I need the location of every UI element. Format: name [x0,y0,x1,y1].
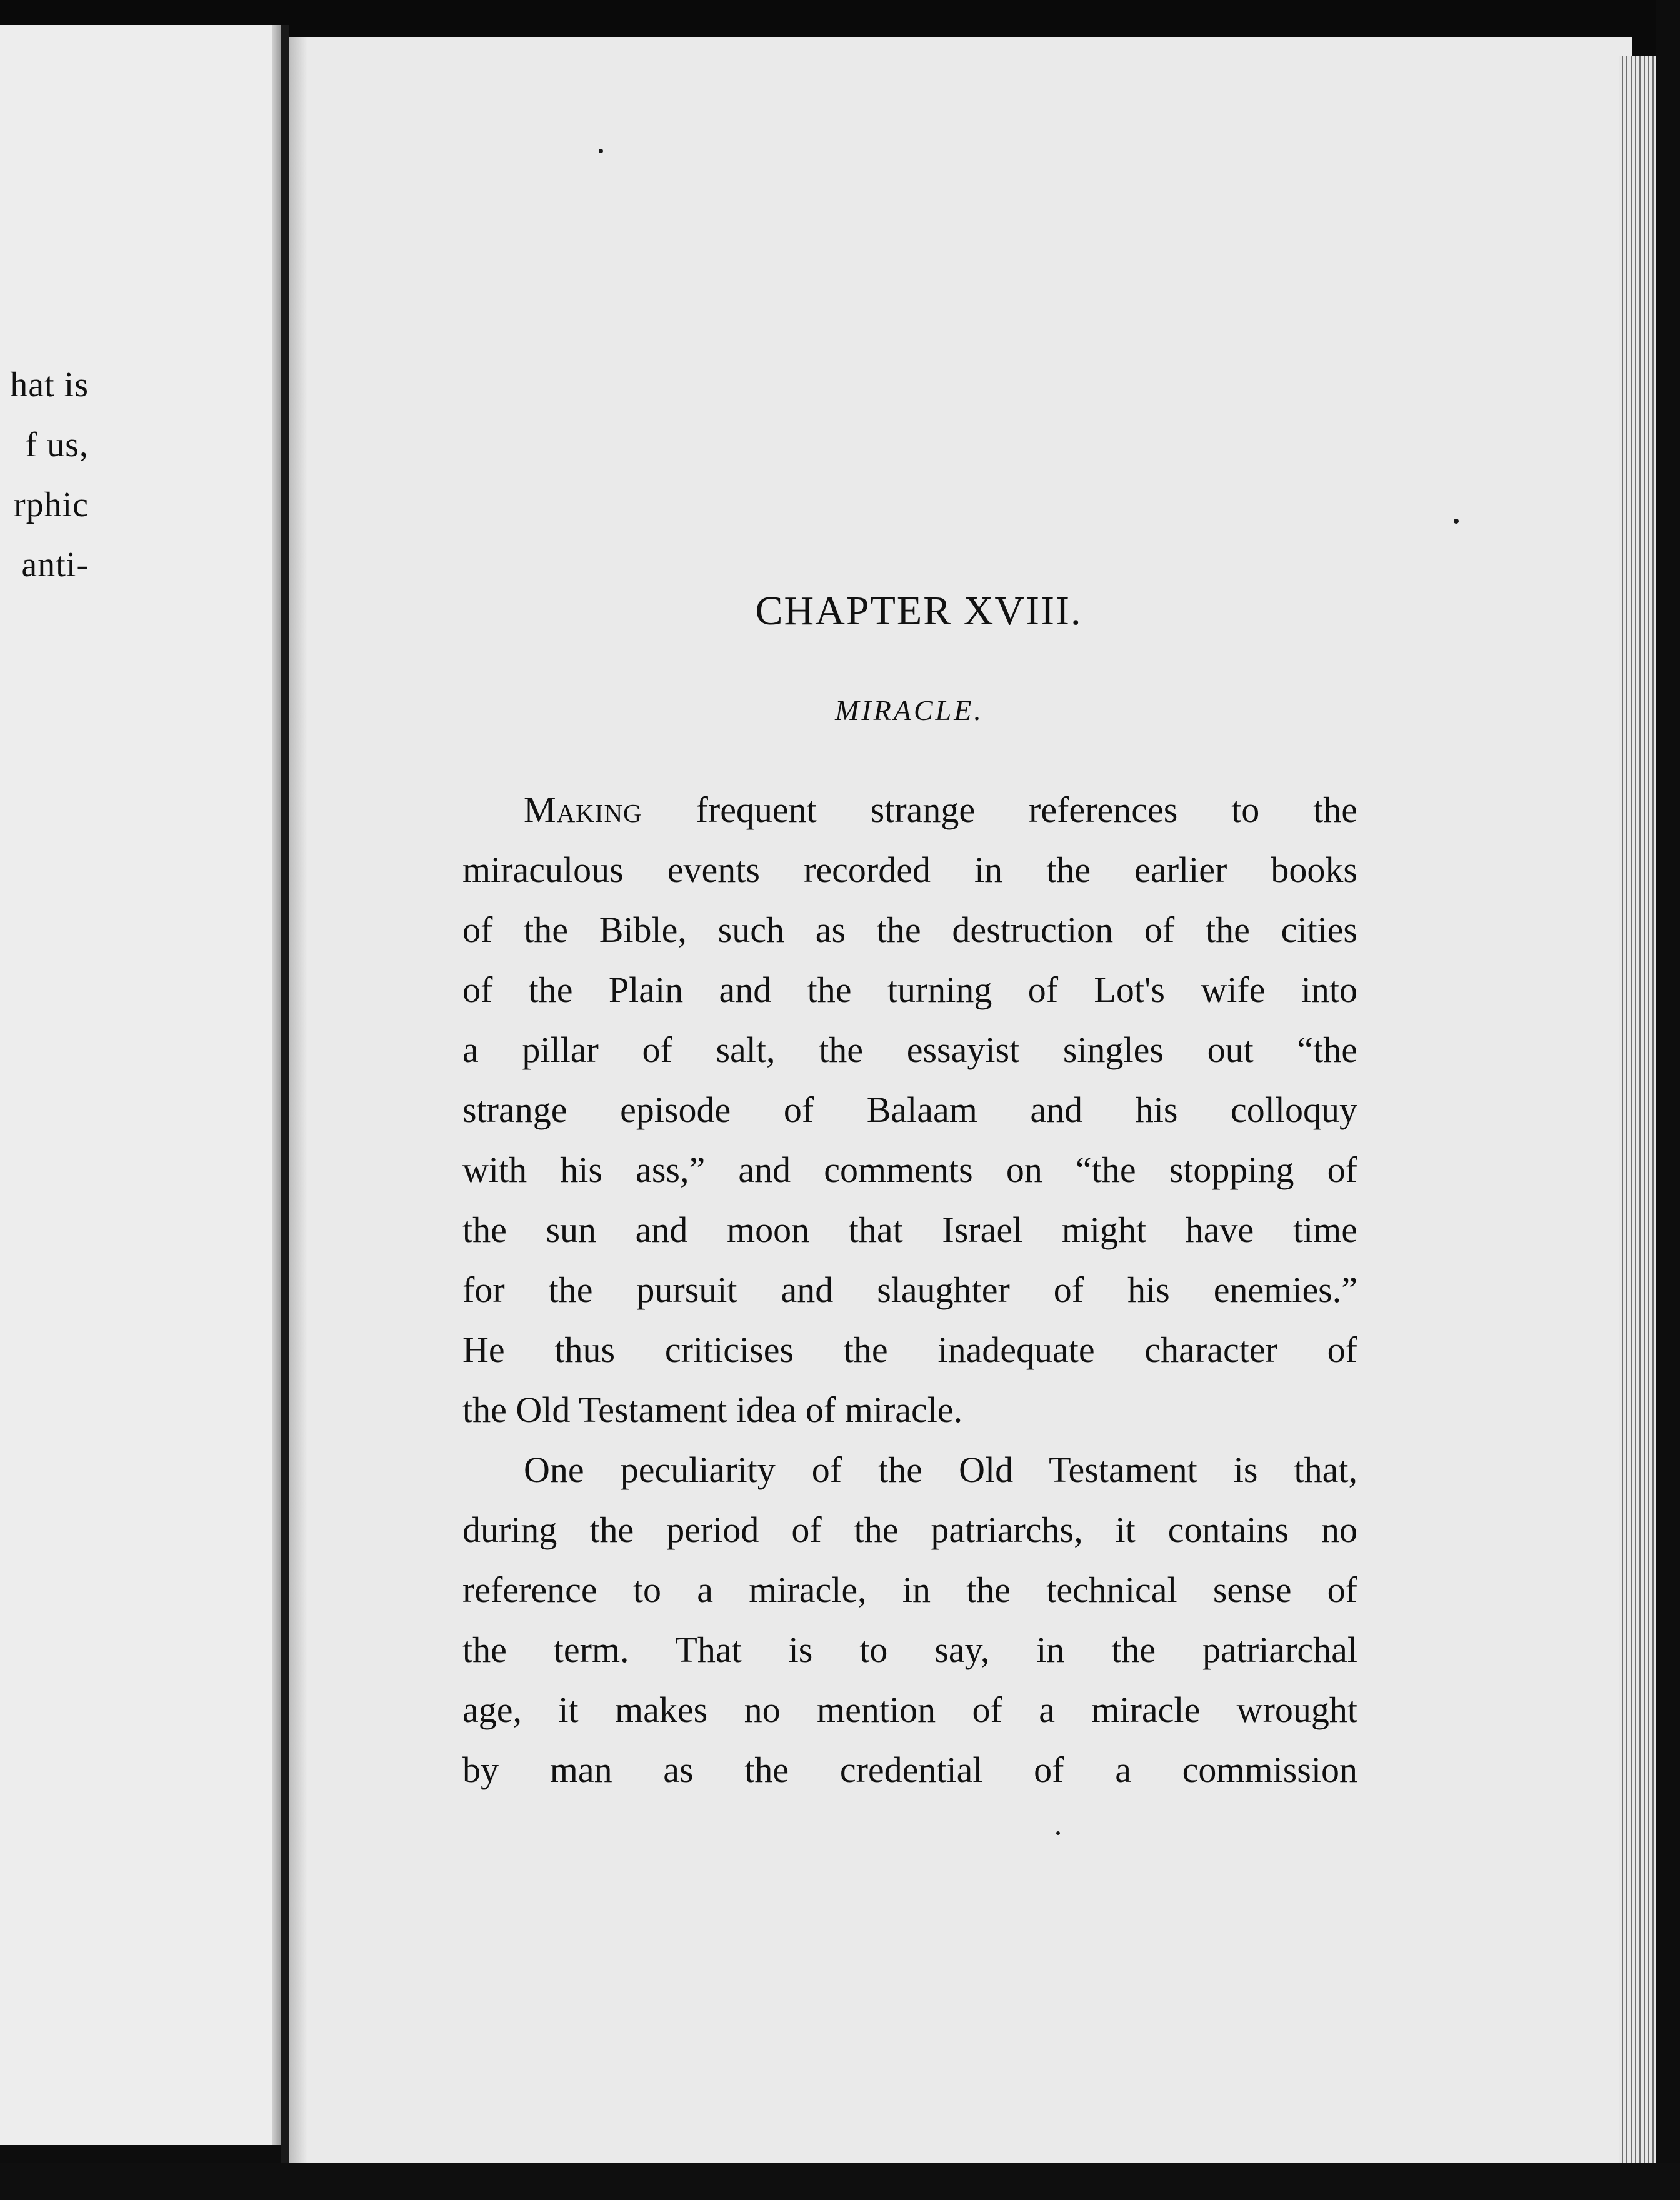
paragraph-line: for the pursuit and slaughter of his enemies.” [462,1269,1358,1310]
paragraph-line: the term. That is to say, in the patriarchal [462,1629,1358,1670]
paragraph-line: the sun and moon that Israel might have time [462,1209,1358,1250]
page-stack-edges [1619,56,1656,2162]
left-facing-page [0,25,280,2145]
paragraph-line: strange episode of Balaam and his colloquy [462,1089,1358,1130]
scan-bottom-edge [0,2162,1680,2200]
left-page-line: rphic [13,486,89,524]
scan-speck [1056,1831,1060,1835]
chapter-subtitle: MIRACLE. [835,694,984,726]
paragraph-line: by man as the credential of a commission [462,1749,1358,1790]
paragraph-line: of the Plain and the turning of Lot's wife into [462,969,1358,1010]
scan-speck [1454,519,1459,524]
scan-right-edge [1656,0,1680,2200]
paragraph-line: reference to a miracle, in the technical sense of [462,1569,1358,1610]
paragraph-line: of the Bible, such as the destruction of the cities [462,909,1358,950]
paragraph-line: miraculous events recorded in the earlier books [462,849,1358,890]
left-page-edge [272,25,281,2145]
paragraph-line: age, it makes no mention of a miracle wrought [462,1689,1358,1730]
chapter-heading: CHAPTER XVIII. [755,588,1082,634]
page-shadow [289,38,308,2162]
book-gutter [281,25,289,2175]
scan-speck [599,149,603,153]
left-page-line: f us, [25,426,89,464]
left-page-line: anti- [21,546,89,584]
paragraph-line: with his ass,” and comments on “the stopping of [462,1149,1358,1190]
paragraph-line: during the period of the patriarchs, it contains no [462,1509,1358,1550]
lead-word: Making [524,789,642,830]
paragraph-line: the Old Testament idea of miracle. [462,1389,963,1430]
paragraph-line: He thus criticises the inadequate character of [462,1329,1358,1370]
paragraph-line [524,789,1358,831]
left-page-line: hat is [10,366,89,404]
paragraph-line: a pillar of salt, the essayist singles out “the [462,1029,1358,1070]
paragraph-line: One peculiarity of the Old Testament is that, [524,1449,1358,1490]
line-text: frequent strange references to the [696,789,1358,830]
